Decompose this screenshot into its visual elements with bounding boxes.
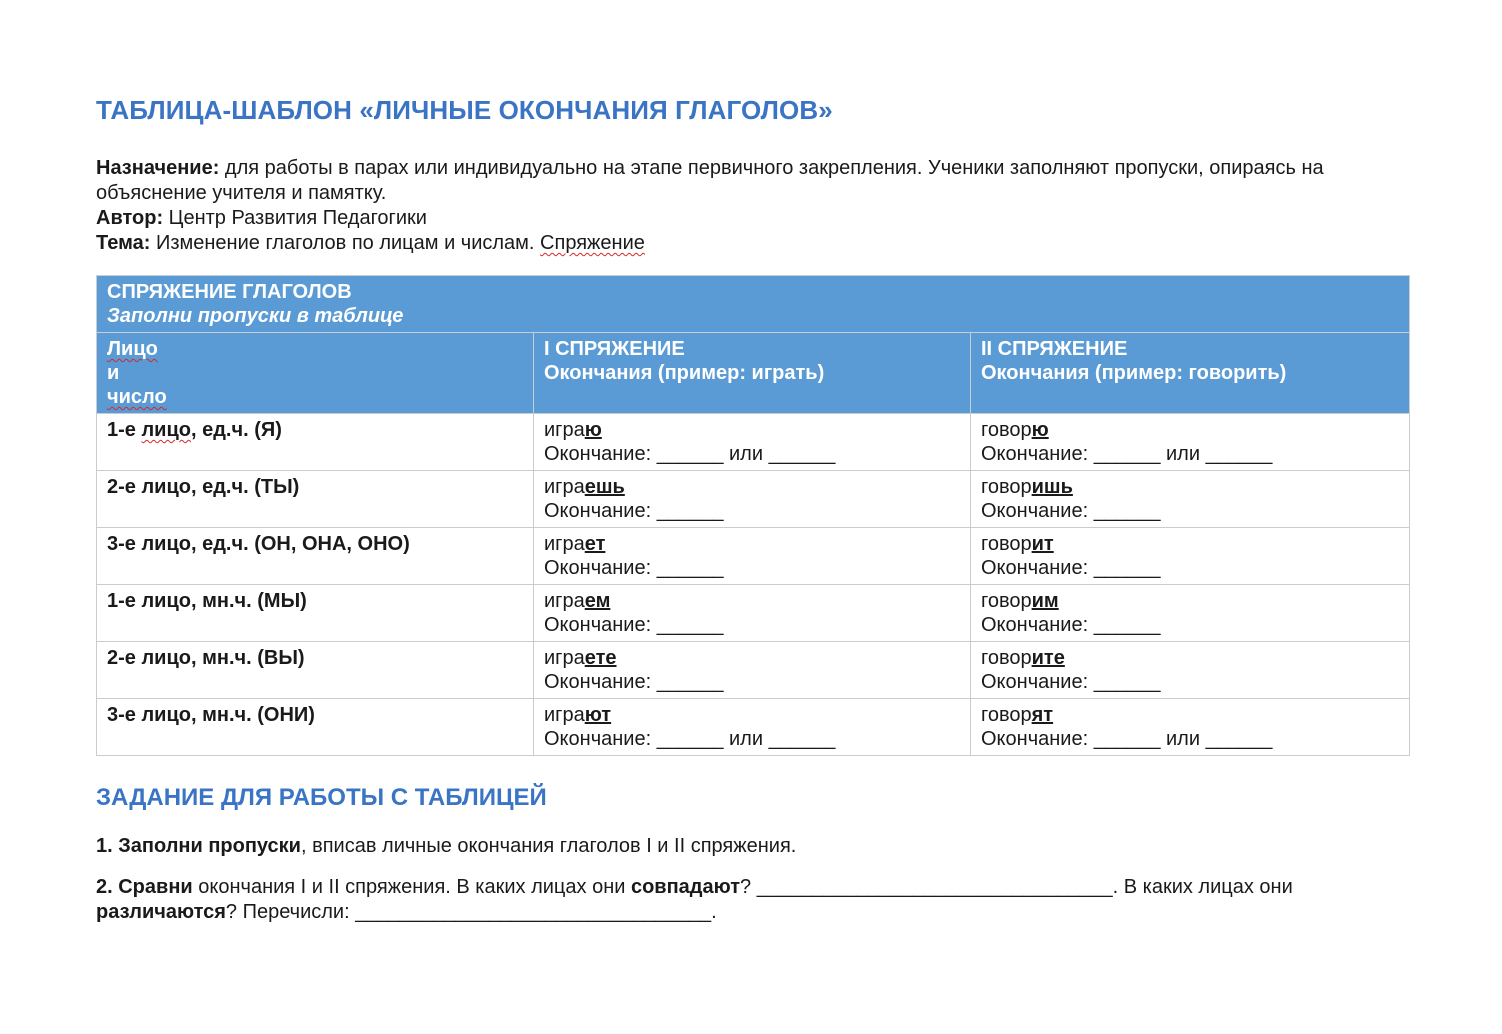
verb-ending: ете [584,647,617,669]
verb-ending: ишь [1031,476,1073,498]
ending-blank[interactable]: ______ [656,443,724,465]
ending-line [544,499,960,523]
verb-ending: им [1031,590,1059,612]
col-header-conj2 [971,333,1410,414]
ending-line [981,670,1399,694]
verb-stem: игра [544,419,585,441]
task-1-text: , вписав личные окончания глаголов I и II спряжения. [300,835,797,857]
verb-form [544,703,960,727]
task-list [96,834,1407,925]
verb-stem: игра [544,590,585,612]
person-pre: 2-е лицо, ед.ч. (ТЫ) [107,476,300,498]
task-2-text-a: окончания I и II спряжения. В каких лицах они [192,876,631,898]
person-pre: 1-е лицо, мн.ч. (МЫ) [107,590,307,612]
or-text: или [723,728,769,750]
verb-ending: ят [1031,704,1054,726]
ending-blank[interactable]: ______ [656,500,724,522]
conj2-cell [971,585,1410,642]
verb-ending: ит [1031,533,1054,555]
ending-line [981,499,1399,523]
person-pre: 3-е лицо, ед.ч. (ОН, ОНА, ОНО) [107,533,410,555]
table-row [97,642,1410,699]
ending-blank[interactable]: ______ [1093,671,1161,693]
ending-line [544,613,960,637]
person-cell [97,471,534,528]
person-cell [97,585,534,642]
verb-stem: игра [544,533,585,555]
ending-blank[interactable]: ______ [656,671,724,693]
ending-line [981,613,1399,637]
purpose-text: для работы в парах или индивидуально на этапе первичного закрепления. Ученики заполняют пропуски, опираясь на объяснение учителя и памятку. [96,157,1324,204]
person-word: лицо [141,419,191,441]
table-subcaption: Заполни пропуски в таблице [107,305,404,327]
purpose-line [96,156,1407,206]
person-cell [97,528,534,585]
conj1-cell [534,585,971,642]
verb-form [981,589,1399,613]
ending-line [544,727,960,751]
ending-line [544,442,960,466]
topic-line [96,231,1407,256]
person-pre: 2-е лицо, мн.ч. (ВЫ) [107,647,305,669]
verb-ending: ет [584,533,606,555]
verb-form [981,532,1399,556]
task-2-bold2: совпадают [630,876,741,898]
ending-blank[interactable]: ______ [656,557,724,579]
verb-form [544,589,960,613]
ending-label: Окончание: [544,557,657,579]
task-2 [96,875,1407,925]
verb-form [544,475,960,499]
verb-form [544,646,960,670]
table-row [97,699,1410,756]
author-label: Автор: [96,207,164,229]
table-body [97,414,1410,756]
conj2-cell [971,471,1410,528]
table-row [97,471,1410,528]
conj2-cell [971,528,1410,585]
ending-blank[interactable]: ______ [1093,500,1161,522]
verb-ending: ешь [584,476,625,498]
col3-title: II СПРЯЖЕНИЕ [981,338,1128,360]
table-caption-cell [97,276,1410,333]
col3-sub: Окончания (пример: говорить) [981,362,1287,384]
ending-label: Окончание: [981,557,1094,579]
ending-label: Окончание: [544,614,657,636]
purpose-label: Назначение: [96,157,220,179]
conjugation-table [96,275,1410,756]
ending-line [544,556,960,580]
verb-form [981,646,1399,670]
conj2-cell [971,699,1410,756]
ending-blank-2[interactable]: ______ [1205,443,1273,465]
topic-label: Тема: [96,232,151,254]
task-1-bold: 1. Заполни пропуски [96,835,301,857]
topic-word: Спряжение [540,232,645,254]
person-pre: 3-е лицо, мн.ч. (ОНИ) [107,704,315,726]
ending-blank-2[interactable]: ______ [1205,728,1273,750]
verb-stem: говор [981,647,1032,669]
ending-blank[interactable]: ______ [1093,443,1161,465]
conj1-cell [534,471,971,528]
table-header-row [97,333,1410,414]
verb-form [981,475,1399,499]
table-caption-row [97,276,1410,333]
ending-label: Окончание: [981,614,1094,636]
task-2-text-b[interactable]: ? ________________________________. В каких лицах они [740,876,1293,898]
verb-stem: игра [544,704,585,726]
ending-line [981,442,1399,466]
verb-ending: ю [1031,419,1049,441]
verb-stem: говор [981,704,1032,726]
ending-blank[interactable]: ______ [1093,614,1161,636]
verb-form [544,418,960,442]
document-title: ТАБЛИЦА-ШАБЛОН «ЛИЧНЫЕ ОКОНЧАНИЯ ГЛАГОЛОВ» [96,95,833,125]
verb-stem: говор [981,476,1032,498]
col1-mid: и [107,362,120,384]
col2-sub: Окончания (пример: играть) [544,362,825,384]
ending-blank[interactable]: ______ [1093,557,1161,579]
col-header-person [97,333,534,414]
ending-label: Окончание: [981,671,1094,693]
verb-ending: ите [1031,647,1065,669]
ending-line [544,670,960,694]
verb-stem: игра [544,476,585,498]
task-2-bold: 2. Сравни [96,876,193,898]
person-post: , ед.ч. (Я) [190,419,282,441]
verb-ending: ем [584,590,611,612]
ending-line [981,556,1399,580]
col1-word2: число [107,386,167,408]
ending-label: Окончание: [544,671,657,693]
ending-label: Окончание: [544,443,657,465]
verb-form [981,703,1399,727]
verb-stem: игра [544,647,585,669]
conj1-cell [534,642,971,699]
ending-blank[interactable]: ______ [656,614,724,636]
col2-title: I СПРЯЖЕНИЕ [544,338,685,360]
conj1-cell [534,528,971,585]
verb-form [544,532,960,556]
or-text: или [1160,728,1206,750]
ending-blank-2[interactable]: ______ [768,443,836,465]
document-meta [96,156,1407,256]
verb-form [981,418,1399,442]
ending-label: Окончание: [981,728,1094,750]
verb-stem: говор [981,419,1032,441]
task-2-text-c[interactable]: ? Перечисли: ________________________________. [225,901,717,923]
verb-ending: ют [584,704,612,726]
author-text: Центр Развития Педагогики [163,207,427,229]
conj2-cell [971,414,1410,471]
person-pre: 1-е [107,419,142,441]
col1-word1: Лицо [107,338,158,360]
table-row [97,528,1410,585]
verb-ending: ю [584,419,602,441]
table-row [97,585,1410,642]
table-caption: СПРЯЖЕНИЕ ГЛАГОЛОВ [107,281,352,303]
col-header-conj1 [534,333,971,414]
or-text: или [723,443,769,465]
table-row [97,414,1410,471]
ending-label: Окончание: [544,728,657,750]
person-cell [97,414,534,471]
conj1-cell [534,699,971,756]
ending-blank[interactable]: ______ [1093,728,1161,750]
ending-blank-2[interactable]: ______ [768,728,836,750]
person-cell [97,642,534,699]
task-1 [96,834,1407,859]
topic-text: Изменение глаголов по лицам и числам. [150,232,541,254]
ending-label: Окончание: [544,500,657,522]
person-cell [97,699,534,756]
task-2-bold3: различаются [96,901,226,923]
ending-blank[interactable]: ______ [656,728,724,750]
verb-stem: говор [981,533,1032,555]
ending-label: Окончание: [981,443,1094,465]
conj2-cell [971,642,1410,699]
verb-stem: говор [981,590,1032,612]
or-text: или [1160,443,1206,465]
conj1-cell [534,414,971,471]
author-line [96,206,1407,231]
ending-label: Окончание: [981,500,1094,522]
ending-line [981,727,1399,751]
task-heading: ЗАДАНИЕ ДЛЯ РАБОТЫ С ТАБЛИЦЕЙ [96,784,547,811]
